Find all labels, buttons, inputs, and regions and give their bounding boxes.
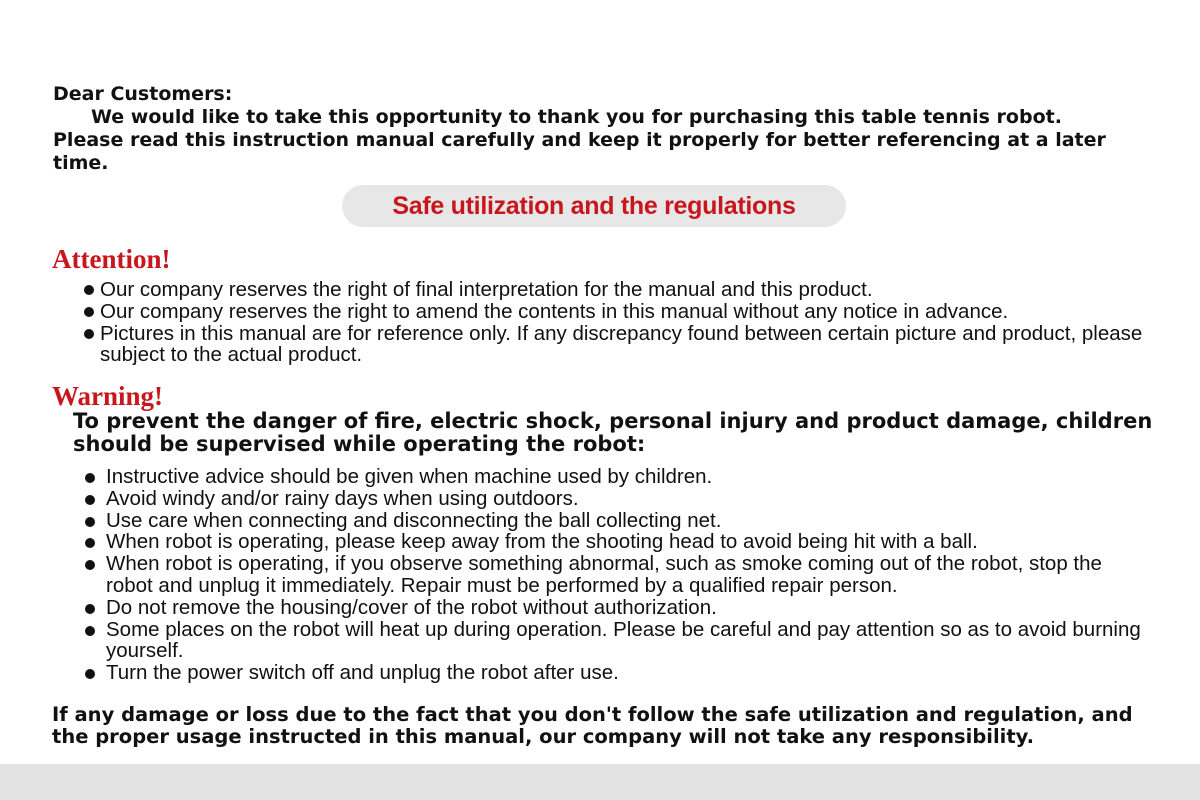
list-item [85,597,1145,619]
list-item [85,619,1145,663]
warning-item-text: Some places on the robot will heat up during operation. Please be careful and pay attention so as to avoid burning yourself. [106,617,1141,663]
list-item [84,301,1144,323]
attention-item-text: Our company reserves the right to amend the contents in this manual without any notice in advance. [100,299,1009,323]
warning-item-text: Do not remove the housing/cover of the robot without authorization. [106,595,717,619]
list-item [84,279,1144,301]
warning-item-text: When robot is operating, please keep away from the shooting head to avoid being hit with a ball. [106,530,978,554]
bottom-band [0,764,1200,800]
bullet-icon [84,329,94,339]
greeting-instruction: Please read this instruction manual carefully and keep it properly for better referencing at a later time. [53,129,1106,174]
banner-title: Safe utilization and the regulations [392,191,796,220]
list-item [85,531,1145,553]
bullet-icon [85,538,95,548]
attention-item-text: Our company reserves the right of final interpretation for the manual and this product. [100,278,873,301]
list-item [85,466,1145,488]
greeting-thanks: We would like to take this opportunity to thank you for purchasing this table tennis robot. [91,106,1062,128]
list-item [85,662,1145,684]
bullet-icon [85,626,95,636]
warning-intro: To prevent the danger of fire, electric shock, personal injury and product damage, children should be supervised while operating the robot: [73,409,1153,456]
warning-item-text: Use care when connecting and disconnecting the ball collecting net. [106,508,722,532]
warning-list [85,466,1145,684]
bullet-icon [85,495,95,505]
bullet-icon [85,669,95,679]
warning-item-text: When robot is operating, if you observe something abnormal, such as smoke coming out of the robot, stop the robot and unplug it immediately. Repair must be performed by a qualified repair person. [106,552,1102,597]
list-item [85,488,1145,510]
list-item [84,323,1144,367]
list-item [85,510,1145,532]
bullet-icon [85,517,95,527]
greeting-block [53,83,1153,175]
list-item [85,553,1145,597]
bullet-icon [85,604,95,614]
bullet-icon [84,285,94,295]
greeting-salutation: Dear Customers: [53,83,233,105]
bullet-icon [85,473,95,483]
disclaimer-note: If any damage or loss due to the fact that you don't follow the safe utilization and regulation, and the proper usage instructed in this manual, our company will not take any responsibility. [52,703,1133,748]
bullet-icon [84,307,94,317]
attention-list [84,279,1144,366]
bullet-icon [85,560,95,570]
warning-item-text: Turn the power switch off and unplug the robot after use. [106,661,619,685]
attention-heading: Attention! [52,244,171,274]
warning-item-text: Avoid windy and/or rainy days when using outdoors. [106,486,579,510]
warning-item-text: Instructive advice should be given when machine used by children. [106,465,713,488]
attention-item-text: Pictures in this manual are for reference only. If any discrepancy found between certain picture and product, please subject to the actual product. [100,321,1143,367]
section-banner [342,185,846,227]
warning-heading: Warning! [52,381,164,411]
